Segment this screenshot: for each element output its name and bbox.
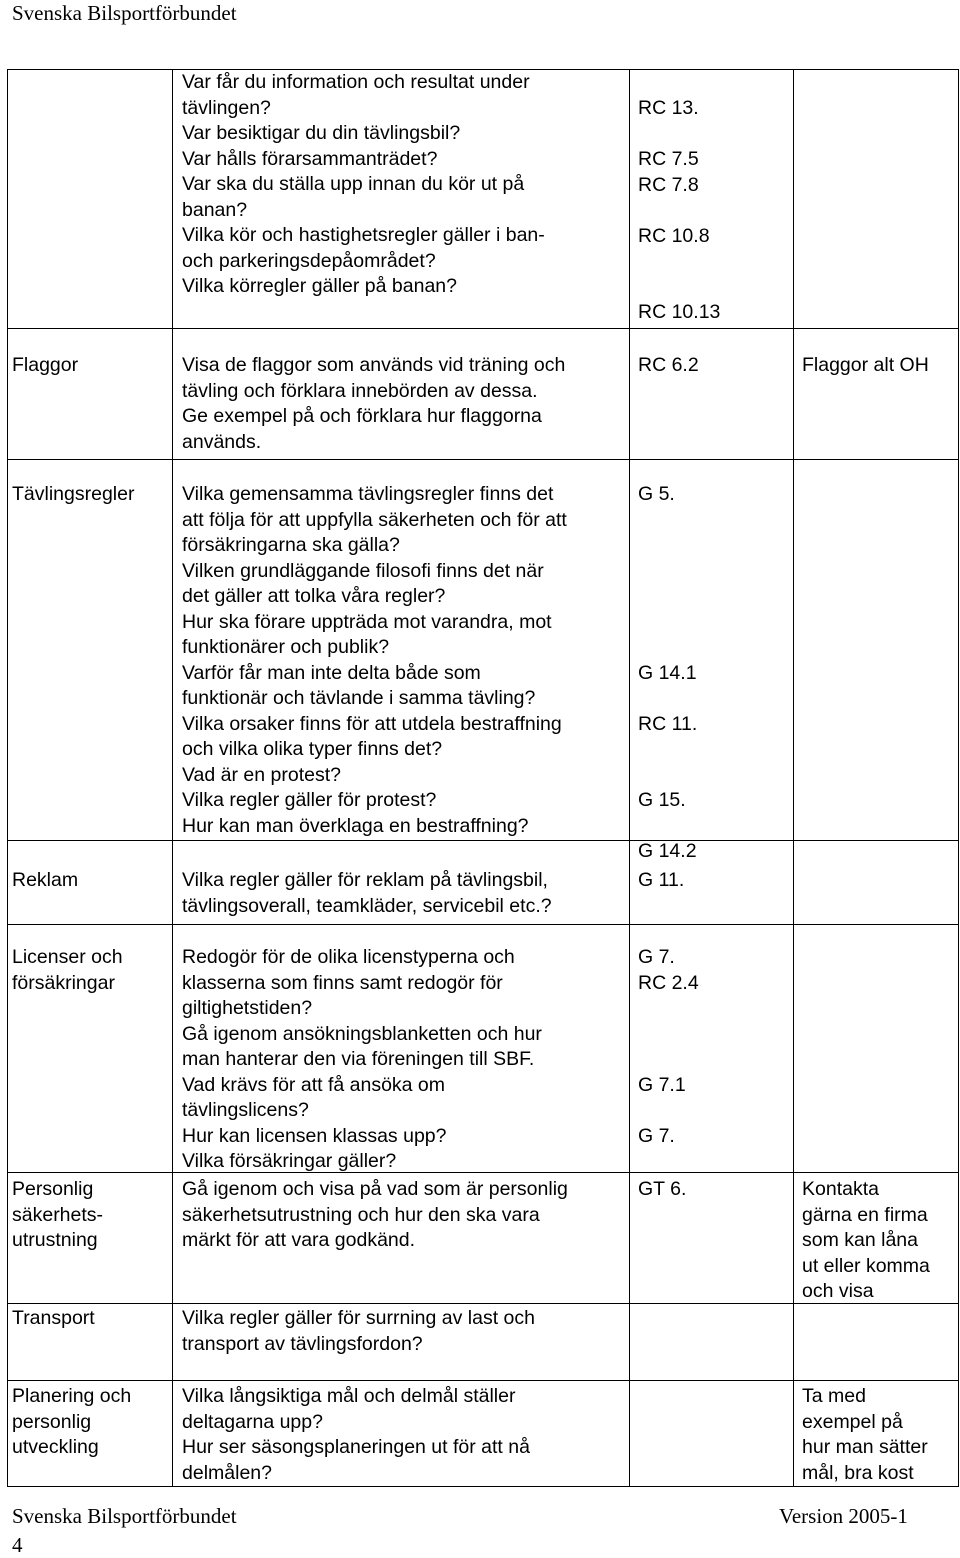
reference-cell: GT 6. — [638, 1178, 687, 1200]
questions-cell: Vilka regler gäller för surrning av last och transport av tävlingsfordon? — [182, 1307, 535, 1355]
row-divider — [7, 459, 959, 460]
reference-cell: G 11. — [638, 869, 685, 891]
questions-cell: Vilka långsiktiga mål och delmål ställer deltagarna upp? Hur ser säsongsplaneringen ut för att nå delmålen? — [182, 1385, 530, 1484]
topic-cell: Planering och personlig utveckling — [12, 1385, 132, 1458]
topic-cell: Reklam — [12, 869, 79, 891]
notes-cell: Flaggor alt OH — [802, 354, 929, 376]
questions-cell: Var får du information och resultat under tävlingen? Var besiktigar du din tävlingsbil? Var hålls förarsammanträdet? Var ska du ställa upp innan du kör ut på banan? Vilka kör och hastighetsregler gäller i ban- och parkeringsdepåområdet? Vilka körregler gäller på banan? — [182, 71, 545, 297]
row-divider — [7, 924, 959, 925]
reference-cell: G 5. G 14.1 RC 11. G 15. G 14.2 — [638, 483, 698, 862]
row-divider — [7, 1486, 959, 1487]
column-divider — [172, 69, 173, 1487]
reference-cell: RC 6.2 — [638, 354, 699, 376]
row-divider — [7, 840, 959, 841]
notes-cell: Kontakta gärna en firma som kan låna ut eller komma och visa — [802, 1178, 930, 1302]
reference-cell: RC 13. RC 7.5 RC 7.8 RC 10.8 RC 10.13 — [638, 97, 721, 323]
topic-cell: Personlig säkerhets- utrustning — [12, 1178, 104, 1251]
topic-cell: Licenser och försäkringar — [12, 946, 123, 994]
topic-cell: Transport — [12, 1307, 95, 1329]
column-divider — [793, 69, 794, 1487]
footer-org: Svenska Bilsportförbundet — [12, 1504, 237, 1528]
column-divider — [958, 69, 959, 1487]
questions-cell: Vilka regler gäller för reklam på tävlingsbil, tävlingsoverall, teamkläder, servicebil etc.? — [182, 869, 552, 917]
row-divider — [7, 328, 959, 329]
page-header-title: Svenska Bilsportförbundet — [12, 1, 237, 25]
reference-cell: G 7. RC 2.4 G 7.1 G 7. — [638, 946, 699, 1147]
questions-cell: Visa de flaggor som används vid träning och tävling och förklara innebörden av dessa. Ge exempel på och förklara hur flaggorna används. — [182, 354, 566, 453]
row-divider — [7, 1380, 959, 1381]
questions-cell: Redogör för de olika licenstyperna och klasserna som finns samt redogör för giltighetstiden? Gå igenom ansökningsblanketten och hur man hanterar den via föreningen till SBF. Vad krävs för att få ansöka om tävlingslicens? Hur kan licensen klassas upp? Vilka försäkringar gäller? — [182, 946, 542, 1172]
topic-cell: Flaggor — [12, 354, 79, 376]
page-number: 4 — [12, 1533, 23, 1557]
footer-version: Version 2005-1 — [779, 1504, 908, 1528]
questions-cell: Vilka gemensamma tävlingsregler finns det att följa för att uppfylla säkerheten och för att försäkringarna ska gälla? Vilken grundläggande filosofi finns det när det gäller att tolka våra regler? Hur ska förare uppträda mot varandra, mot funktionärer och publik? Varför får man inte delta både som funktionär och tävlande i samma tävling? Vilka orsaker finns för att utdela bestraffning och vilka olika typer finns det? Vad är en protest? Vilka regler gäller för protest? Hur kan man överklaga en bestraffning? — [182, 483, 567, 837]
notes-cell: Ta med exempel på hur man sätter mål, bra kost — [802, 1385, 928, 1484]
questions-cell: Gå igenom och visa på vad som är personlig säkerhetsutrustning och hur den ska vara märkt för att vara godkänd. — [182, 1178, 568, 1251]
topic-cell: Tävlingsregler — [12, 483, 135, 505]
column-divider — [629, 69, 630, 1487]
